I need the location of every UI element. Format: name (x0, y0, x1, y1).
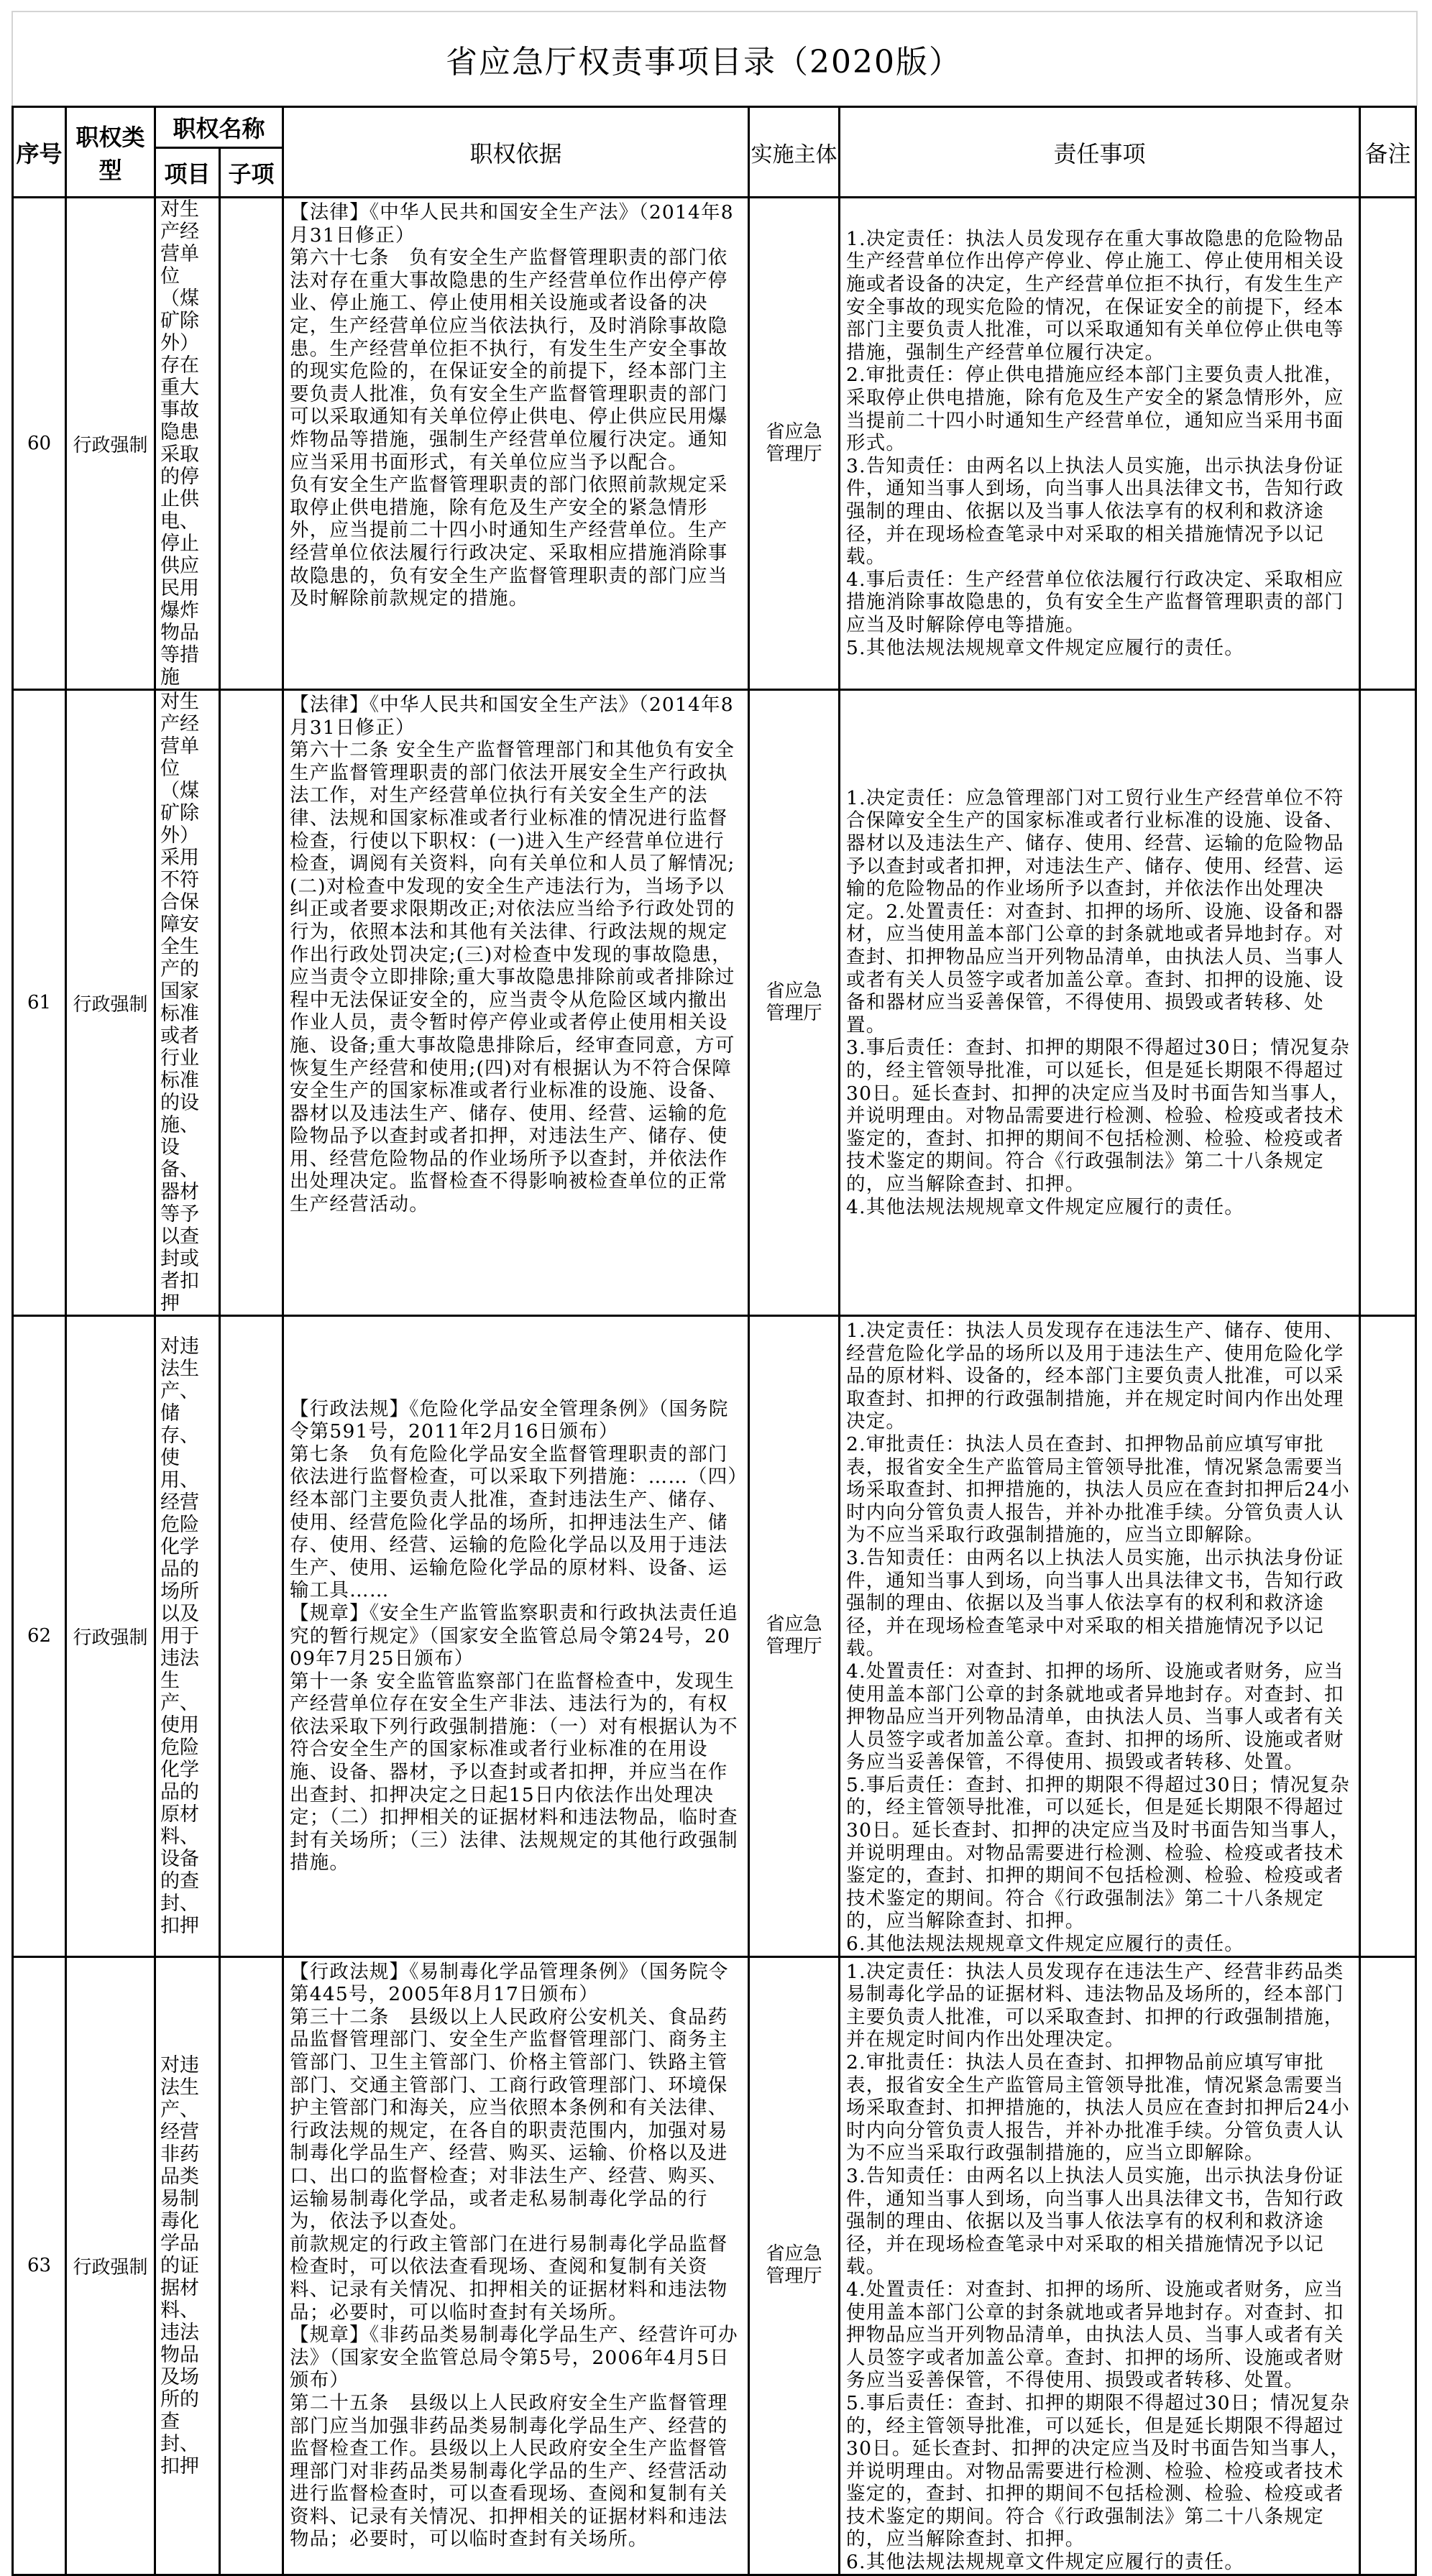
row-subitem (220, 1956, 283, 2575)
row-basis: 【法律】《中华人民共和国安全生产法》（2014年8月31日修正） 第六十二条 安全生产监督管理部门和其他负有安全生产监督管理职责的部门依法开展安全生产行政执法工作，对生产经营单位执行有关安全生产的法律、法规和国家标准或者行业标准的情况进行监督检查，行使以下职权：(一)进入生产经营单位进行检查，调阅有关资料，向有关单位和人员了解情况;(二)对检查中发现的安全生产违法行为，当场予以纠正或者要求限期改正;对依法应当给予行政处罚的行为，依照本法和其他有关法律、行政法规的规定作出行政处罚决定;(三)对检查中发现的事故隐患，应当责令立即排除;重大事故隐患排除前或者排除过程中无法保证安全的，应当责令从危险区域内撤出作业人员，责令暂时停产停业或者停止使用相关设施、设备;重大事故隐患排除后，经审查同意，方可恢复生产经营和使用;(四)对有根据认为不符合保障安全生产的国家标准或者行业标准的设施、设备、器材以及违法生产、储存、使用、经营、运输的危险物品予以查封或者扣押，对违法生产、储存、使用、经营危险物品的作业场所予以查封，并依法作出处理决定。监督检查不得影响被检查单位的正常生产经营活动。 (283, 690, 749, 1316)
header-duties: 责任事项 (840, 107, 1360, 198)
header-unit: 实施主体 (749, 107, 840, 198)
header-subitem: 子项 (220, 148, 283, 198)
table-row (13, 1956, 1416, 2575)
row-unit: 省应急管理厅 (749, 1316, 840, 1957)
row-seq: 63 (13, 1956, 66, 2575)
header-item: 项目 (155, 148, 220, 198)
header-name-group: 职权名称 (155, 107, 283, 148)
row-remark (1360, 1956, 1416, 2575)
header-seq: 序号 (13, 107, 66, 198)
row-remark (1360, 690, 1416, 1316)
row-duties: 1.决定责任：执法人员发现存在违法生产、储存、使用、经营危险化学品的场所以及用于违法生产、使用危险化学品的原材料、设备的，经本部门主要负责人批准，可以采取查封、扣押的行政强制措施，并在规定时间内作出处理决定。 2.审批责任：执法人员在查封、扣押物品前应填写审批表，报省安全生产监管局主管领导批准，情况紧急需要当场采取查封、扣押措施的，执法人员应在查封扣押后24小时内向分管负责人报告，并补办批准手续。分管负责人认为不应当采取行政强制措施的，应当立即解除。 3.告知责任：由两名以上执法人员实施，出示执法身份证件，通知当事人到场，向当事人出具法律文书，告知行政强制的理由、依据以及当事人依法享有的权利和救济途径，并在现场检查笔录中对采取的相关措施情况予以记载。 4.处置责任：对查封、扣押的场所、设施或者财务，应当使用盖本部门公章的封条就地或者异地封存。对查封、扣押物品应当开列物品清单，由执法人员、当事人或者有关人员签字或者加盖公章。查封、扣押的场所、设施或者财务应当妥善保管，不得使用、损毁或者转移、处置。 5.事后责任：查封、扣押的期限不得超过30日；情况复杂的，经主管领导批准，可以延长，但是延长期限不得超过30日。延长查封、扣押的决定应当及时书面告知当事人，并说明理由。对物品需要进行检测、检验、检疫或者技术鉴定的，查封、扣押的期间不包括检测、检验、检疫或者技术鉴定的期间。符合《行政强制法》第二十八条规定的，应当解除查封、扣押。 6.其他法规法规规章文件规定应履行的责任。 (840, 1316, 1360, 1957)
row-item: 对违法生产、经营非药品类易制毒化学品的证据材料、违法物品及场所的查封、扣押 (155, 1956, 220, 2575)
row-unit: 省应急管理厅 (749, 198, 840, 690)
row-duties: 1.决定责任：执法人员发现存在重大事故隐患的危险物品生产经营单位作出停产停业、停止施工、停止使用相关设施或者设备的决定，生产经营单位拒不执行，有发生生产安全事故的现实危险的情况，在保证安全的前提下，经本部门主要负责人批准，可以采取通知有关单位停止供电等措施，强制生产经营单位履行决定。 2.审批责任：停止供电措施应经本部门主要负责人批准，采取停止供电措施，除有危及生产安全的紧急情形外，应当提前二十四小时通知生产经营单位，通知应当采用书面形式。 3.告知责任：由两名以上执法人员实施，出示执法身份证件，通知当事人到场，向当事人出具法律文书，告知行政强制的理由、依据以及当事人依法享有的权利和救济途径，并在现场检查笔录中对采取的相关措施情况予以记载。 4.事后责任：生产经营单位依法履行行政决定、采取相应措施消除事故隐患的，负有安全生产监督管理职责的部门应当及时解除停电等措施。 5.其他法规法规规章文件规定应履行的责任。 (840, 198, 1360, 690)
row-remark (1360, 198, 1416, 690)
row-duties: 1.决定责任：执法人员发现存在违法生产、经营非药品类易制毒化学品的证据材料、违法物品及场所的，经本部门主要负责人批准，可以采取查封、扣押的行政强制措施，并在规定时间内作出处理决定。 2.审批责任：执法人员在查封、扣押物品前应填写审批表，报省安全生产监管局主管领导批准，情况紧急需要当场采取查封、扣押措施的，执法人员应在查封扣押后24小时内向分管负责人报告，并补办批准手续。分管负责人认为不应当采取行政强制措施的，应当立即解除。 3.告知责任：由两名以上执法人员实施，出示执法身份证件，通知当事人到场，向当事人出具法律文书，告知行政强制的理由、依据以及当事人依法享有的权利和救济途径，并在现场检查笔录中对采取的相关措施情况予以记载。 4.处置责任：对查封、扣押的场所、设施或者财务，应当使用盖本部门公章的封条就地或者异地封存。对查封、扣押物品应当开列物品清单，由执法人员、当事人或者有关人员签字或者加盖公章。查封、扣押的场所、设施或者财务应当妥善保管，不得使用、损毁或者转移、处置。 5.事后责任：查封、扣押的期限不得超过30日；情况复杂的，经主管领导批准，可以延长，但是延长期限不得超过30日。延长查封、扣押的决定应当及时书面告知当事人，并说明理由。对物品需要进行检测、检验、检疫或者技术鉴定的，查封、扣押的期间不包括检测、检验、检疫或者技术鉴定的期间。符合《行政强制法》第二十八条规定的，应当解除查封、扣押。 6.其他法规法规规章文件规定应履行的责任。 (840, 1956, 1360, 2575)
row-item: 对生产经营单位（煤矿除外）存在重大事故隐患采取的停止供电、停止供应民用爆炸物品等措施 (155, 198, 220, 690)
header-remark: 备注 (1360, 107, 1416, 198)
row-type: 行政强制 (66, 690, 155, 1316)
row-type: 行政强制 (66, 1316, 155, 1957)
row-unit: 省应急管理厅 (749, 690, 840, 1316)
table-row (13, 198, 1416, 690)
row-subitem (220, 690, 283, 1316)
power-catalog-table (12, 106, 1417, 2576)
row-subitem (220, 1316, 283, 1957)
table-row (13, 1316, 1416, 1957)
row-remark (1360, 1316, 1416, 1957)
row-item: 对违法生产、储存、使用、经营危险化学品的场所以及用于违法生产、使用危险化学品的原材料、设备的查封、扣押 (155, 1316, 220, 1957)
row-basis: 【法律】《中华人民共和国安全生产法》（2014年8月31日修正） 第六十七条 负有安全生产监督管理职责的部门依法对存在重大事故隐患的生产经营单位作出停产停业、停止施工、停止使用相关设施或者设备的决定，生产经营单位应当依法执行，及时消除事故隐患。生产经营单位拒不执行，有发生生产安全事故的现实危险的，在保证安全的前提下，经本部门主要负责人批准，负有安全生产监督管理职责的部门可以采取通知有关单位停止供电、停止供应民用爆炸物品等措施，强制生产经营单位履行决定。通知应当采用书面形式，有关单位应当予以配合。 负有安全生产监督管理职责的部门依照前款规定采取停止供电措施，除有危及生产安全的紧急情形外，应当提前二十四小时通知生产经营单位。生产经营单位依法履行行政决定、采取相应措施消除事故隐患的，负有安全生产监督管理职责的部门应当及时解除前款规定的措施。 (283, 198, 749, 690)
header-basis: 职权依据 (283, 107, 749, 198)
row-item: 对生产经营单位（煤矿除外）采用不符合保障安全生产的国家标准或者行业标准的设施、设备、器材等予以查封或者扣押 (155, 690, 220, 1316)
table-row (13, 690, 1416, 1316)
header-type: 职权类型 (66, 107, 155, 198)
header-row-1 (13, 107, 1416, 148)
document-title: 省应急厅权责事项目录（2020版） (446, 44, 962, 80)
row-type: 行政强制 (66, 1956, 155, 2575)
row-seq: 62 (13, 1316, 66, 1957)
row-duties: 1.决定责任：应急管理部门对工贸行业生产经营单位不符合保障安全生产的国家标准或者行业标准的设施、设备、器材以及违法生产、储存、使用、经营、运输的危险物品予以查封或者扣押，对违法生产、储存、使用、经营、运输的危险物品的作业场所予以查封，并依法作出处理决定。2.处置责任：对查封、扣押的场所、设施、设备和器材，应当使用盖本部门公章的封条就地或者异地封存。对查封、扣押物品应当开列物品清单，由执法人员、当事人或者有关人员签字或者加盖公章。查封、扣押的设施、设备和器材应当妥善保管，不得使用、损毁或者转移、处置。 3.事后责任：查封、扣押的期限不得超过30日；情况复杂的，经主管领导批准，可以延长，但是延长期限不得超过30日。延长查封、扣押的决定应当及时书面告知当事人，并说明理由。对物品需要进行检测、检验、检疫或者技术鉴定的，查封、扣押的期间不包括检测、检验、检疫或者技术鉴定的期间。符合《行政强制法》第二十八条规定的，应当解除查封、扣押。 4.其他法规法规规章文件规定应履行的责任。 (840, 690, 1360, 1316)
row-type: 行政强制 (66, 198, 155, 690)
row-basis: 【行政法规】《危险化学品安全管理条例》（国务院令第591号，2011年2月16日颁布） 第七条 负有危险化学品安全监督管理职责的部门依法进行监督检查，可以采取下列措施：……（四）经本部门主要负责人批准，查封违法生产、储存、使用、经营危险化学品的场所，扣押违法生产、储存、使用、经营、运输的危险化学品以及用于违法生产、使用、运输危险化学品的原材料、设备、运输工具…… 【规章】《安全生产监管监察职责和行政执法责任追究的暂行规定》（国家安全监管总局令第24号，2009年7月25日颁布） 第十一条 安全监管监察部门在监督检查中，发现生产经营单位存在安全生产非法、违法行为的，有权依法采取下列行政强制措施：（一）对有根据认为不符合安全生产的国家标准或者行业标准的在用设施、设备、器材，予以查封或者扣押，并应当在作出查封、扣押决定之日起15日内依法作出处理决定；（二）扣押相关的证据材料和违法物品，临时查封有关场所；（三）法律、法规规定的其他行政强制措施。 (283, 1316, 749, 1957)
row-basis: 【行政法规】《易制毒化学品管理条例》（国务院令第445号，2005年8月17日颁布） 第三十二条 县级以上人民政府公安机关、食品药品监督管理部门、安全生产监督管理部门、商务主管部门、卫生主管部门、价格主管部门、铁路主管部门、交通主管部门、工商行政管理部门、环境保护主管部门和海关，应当依照本条例和有关法律、行政法规的规定，在各自的职责范围内，加强对易制毒化学品生产、经营、购买、运输、价格以及进口、出口的监督检查；对非法生产、经营、购买、运输易制毒化学品，或者走私易制毒化学品的行为，依法予以查处。 前款规定的行政主管部门在进行易制毒化学品监督检查时，可以依法查看现场、查阅和复制有关资料、记录有关情况、扣押相关的证据材料和违法物品；必要时，可以临时查封有关场所。 【规章】《非药品类易制毒化学品生产、经营许可办法》（国家安全监管总局令第5号，2006年4月5日颁布） 第二十五条 县级以上人民政府安全生产监督管理部门应当加强非药品类易制毒化学品生产、经营的监督检查工作。县级以上人民政府安全生产监督管理部门对非药品类易制毒化学品的生产、经营活动进行监督检查时，可以查看现场、查阅和复制有关资料、记录有关情况、扣押相关的证据材料和违法物品；必要时，可以临时查封有关场所。 (283, 1956, 749, 2575)
title-box (12, 11, 1418, 106)
row-unit: 省应急管理厅 (749, 1956, 840, 2575)
row-seq: 61 (13, 690, 66, 1316)
row-seq: 60 (13, 198, 66, 690)
row-subitem (220, 198, 283, 690)
